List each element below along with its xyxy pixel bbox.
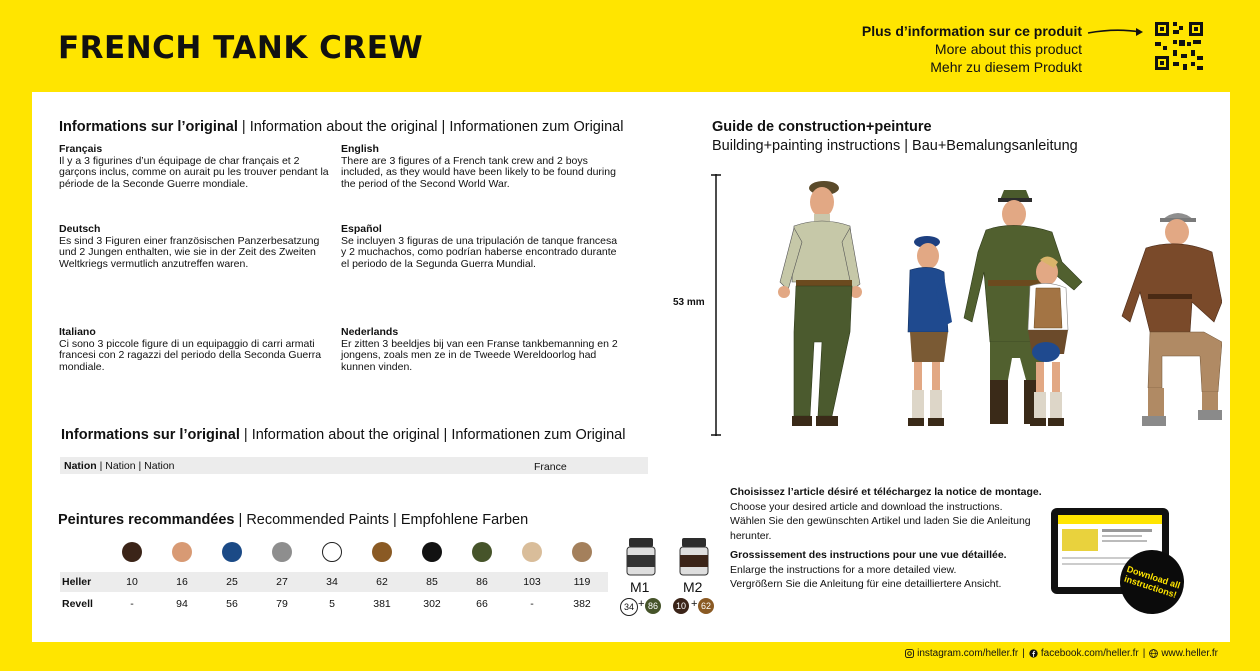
paint-pot-m2-icon [679,538,709,576]
paint-row-revell: Revell - 94 56 79 5 381 302 66 - 382 [62,598,591,610]
paint-swatch-27 [272,542,292,562]
content-panel: Informations sur l’original | Information about the original | Informationen zum Original Français Il y a 3 figurines d’un équipage de char français et 2 garçons inclus, comme on aurait pu les trouver pendant la période de la Seconde Guerre mondiale. English There are 3 figures of a French tank crew and 2 boys included, as they would have been likely to be found during the period of the Second World War. Deutsch Es sind 3 Figuren einer französischen Panzerbesatzung und 2 Jungen enthalten, wie sie in der Zeit des Zweiten Weltkriegs vermutlich anzutreffen waren. Español Se incluyen 3 figuras de una tripulación de tanque francesa y 2 muchachos, como podrían haberse encontrado durante el periodo de la Segunda Guerra Mundial. Italiano Ci sono 3 piccole figure di un equipaggio di carri armati francesi con 2 ragazzi del periodo della Seconda Guerra mondiale. Nederlands Er zitten 3 beeldjes bij van een Franse tankbemanning en 2 jongens, zoals men ze in de Tweede Wereldoorlog had kunnen vinden. Informations sur l’original | Information about the original | Informationen zum Original Nation | Nation | Nation France Peintures recommandées | Recommended Paints | Empfohlene Farben Heller 10 16 25 27 34 62 85 86 103 119 Revell - 94 56 79 5 381 302 66 - 382 M1 34 + 86 M2 10 + 62 Guide de construction+peinture Building+painting instructions | Bau+Bemalungsanleitung 53 mm Choisissez l’article désiré et téléchargez la notice de montage. Choose your desired article and download the instructions. Wählen Sie den gewünschten Artikel und laden Sie die Anleitung herunter. Grossissement des instructions pour une vue détaillée. Enlarge the instructions for a more detailed view. Vergrößern Sie die Anleitung für eine detailliertere Ansicht. Download all instructions! [32,92,1230,642]
paint-swatch-34 [322,542,342,562]
paint-swatch-103 [522,542,542,562]
more-info-de: Mehr zu diesem Produkt [930,59,1082,75]
lang-block-de: Deutsch Es sind 3 Figuren einer französischen Panzerbesatzung und 2 Jungen enthalten, wie sie in der Zeit des Zweiten Weltkriegs vermutlich anzutreffen waren. [59,223,320,270]
figure-boy-1 [908,236,952,426]
mix-m2-part-a: 10 [673,598,689,614]
nation-label: Nation | Nation | Nation [64,460,175,472]
lang-block-it: Italiano Ci sono 3 piccole figure di un equipaggio di carri armati francesi con 2 ragazzi del periodo della Seconda Guerra mondiale. [59,326,322,373]
guide-heading: Guide de construction+peinture Building+painting instructions | Bau+Bemalungsanleitung [712,119,1078,154]
paint-table [60,572,608,616]
figure-crewman-1 [778,181,862,426]
paint-swatch-10 [122,542,142,562]
info-original-heading-2: Informations sur l’original | Information about the original | Informationen zum Original [61,427,626,443]
mix-label-m2: M2 [683,579,703,595]
mix-label-m1: M1 [630,579,650,595]
paint-swatch-62 [372,542,392,562]
paint-swatch-16 [172,542,192,562]
figures-illustration [722,172,1222,444]
paint-row-heller: Heller 10 16 25 27 34 62 85 86 103 119 [60,572,608,592]
nation-row [60,457,648,474]
lang-block-nl: Nederlands Er zitten 3 beeldjes bij van een Franse tankbemanning en 2 jongens, zoals men ze in de Tweede Wereldoorlog had kunnen vinden. [341,326,618,373]
download-instructions-text: Choisissez l’article désiré et téléchargez la notice de montage. Choose your desired article and download the instructions. Wählen Sie den gewünschten Artikel und laden Sie die Anleitung herunter. Grossissement des instructions pour une vue détaillée. Enlarge the instructions for a more detailed view. Vergrößern Sie die Anleitung für eine detailliertere Ansicht. [730,486,1042,590]
globe-icon [1149,649,1158,658]
facebook-icon [1029,649,1038,658]
mix-m1-part-a: 34 [620,598,638,616]
page-title: FRENCH TANK CREW [58,30,424,66]
more-info-en: More about this product [934,41,1082,57]
more-info-block [862,22,1082,76]
paint-swatch-119 [572,542,592,562]
instagram-link[interactable]: instagram.com/heller.fr [905,648,1018,659]
arrow-right-icon [1086,26,1146,38]
lang-block-fr: Français Il y a 3 figurines d’un équipage de char français et 2 garçons inclus, comme on aurait pu les trouver pendant la période de la Seconde Guerre mondiale. [59,143,329,190]
figure-height-label: 53 mm [673,297,705,308]
mix-m2-part-b: 62 [698,598,714,614]
instagram-icon [905,649,914,658]
paint-swatch-25 [222,542,242,562]
more-info-fr: Plus d’information sur ce produit [861,23,1082,39]
website-link[interactable]: www.heller.fr [1149,648,1218,659]
paint-swatch-86 [472,542,492,562]
paint-swatch-85 [422,542,442,562]
qr-code-icon[interactable] [1153,20,1205,72]
nation-value: France [534,461,567,473]
lang-block-en: English There are 3 figures of a French tank crew and 2 boys included, as they would have been likely to be found during the period of the Second World War. [341,143,616,190]
figure-crewman-seated [1122,213,1222,426]
info-original-heading: Informations sur l’original | Information about the original | Informationen zum Original [59,119,624,135]
paint-pot-m1-icon [626,538,656,576]
paints-heading: Peintures recommandées | Recommended Paints | Empfohlene Farben [58,512,529,528]
mix-m1-part-b: 86 [645,598,661,614]
lang-block-es: Español Se incluyen 3 figuras de una tripulación de tanque francesa y 2 muchachos, como podrían haberse encontrado durante el periodo de la Segunda Guerra Mundial. [341,223,618,270]
download-badge[interactable]: Download all instructions! [1112,542,1193,623]
footer-links: instagram.com/heller.fr | facebook.com/heller.fr | www.heller.fr [905,648,1218,659]
facebook-link[interactable]: facebook.com/heller.fr [1029,648,1139,659]
